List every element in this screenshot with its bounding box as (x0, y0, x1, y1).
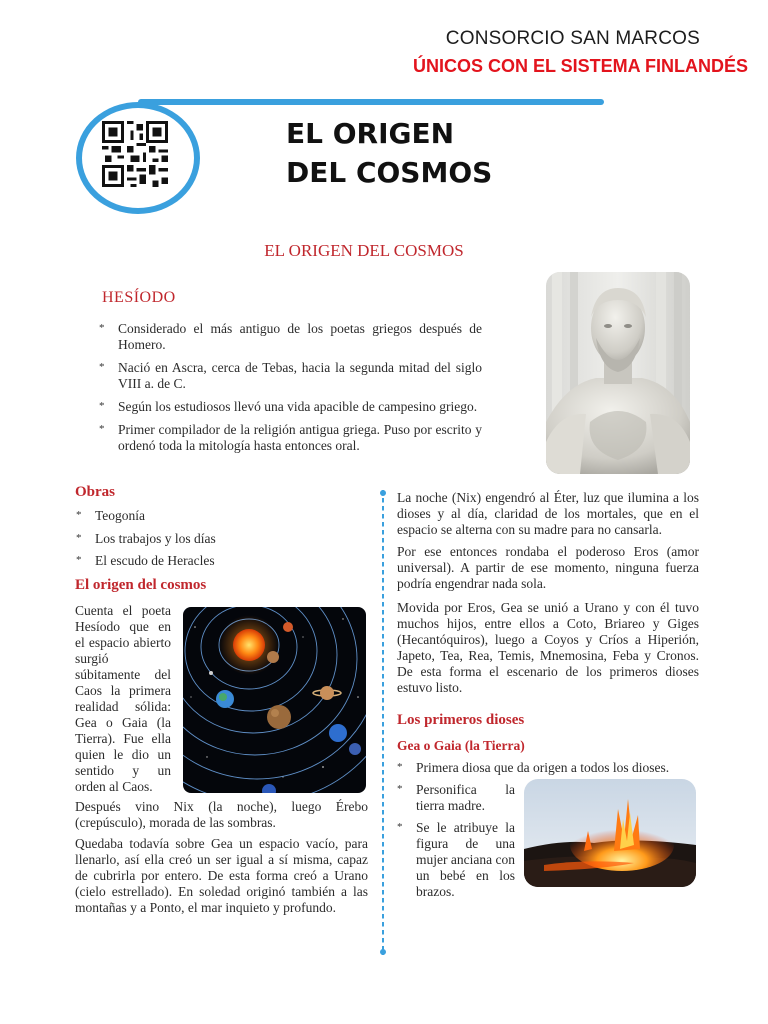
list-item: * Primer compilador de la religión antigua griega. Puso por escrito y ordenó toda la mitología hasta entonces oral. (99, 422, 482, 454)
page-title-line2: DEL COSMOS (286, 156, 493, 189)
gea-subheading: Gea o Gaia (la Tierra) (397, 738, 525, 753)
qr-code-icon[interactable] (100, 121, 170, 187)
obras-heading: Obras (75, 484, 116, 500)
column-divider (382, 490, 384, 955)
volcano-eruption-image (524, 779, 696, 887)
right-paragraph-2: Por ese entonces rondaba el poderoso Eros (amor universal). A partir de ese momento, ninguna fuerza podría engendrar nada sola. (397, 544, 699, 591)
header-rule (138, 99, 604, 105)
gea-list (397, 782, 515, 906)
page-title (286, 114, 492, 192)
list-item: * Según los estudiosos llevó una vida apacible de campesino griego. (99, 399, 482, 415)
solar-system-image (183, 607, 366, 793)
gea-list-top (397, 760, 697, 776)
list-item: * Se le atribuye la figura de una mujer anciana con un bebé en los brazos. (397, 820, 515, 900)
list-item: * Teogonía (76, 508, 326, 524)
origen-paragraph-3: Quedaba todavía sobre Gea un espacio vacío, para llenarlo, así ella creó un ser igual a sí misma, capaz de cubrirla por entero. De esta forma creó a Urano (cielo estrellado). En soledad originó también a las montañas y a Ponto, el mar inquieto y profundo. (75, 836, 368, 915)
primeros-dioses-heading: Los primeros dioses (397, 712, 525, 728)
list-item: * Los trabajos y los días (76, 531, 326, 547)
brand-tagline: ÚNICOS CON EL SISTEMA FINLANDÉS (412, 56, 748, 76)
hesiod-statue-image (546, 272, 690, 474)
right-paragraph-3: Movida por Eros, Gea se unió a Urano y con él tuvo muchos hijos, entre ellos a Coto, Briareo y Giges (Hecantóquiros), luego a Coyos y Críos a Hiperión, Japeto, Tea, Rea, Temis, Mnemosina, Feba y Cronos. De esta forma el escenario de los primeros dioses estuvo listo. (397, 600, 699, 695)
section-title: EL ORIGEN DEL COSMOS (264, 241, 464, 260)
hesiodo-list (99, 321, 482, 461)
list-item: * Nació en Ascra, cerca de Tebas, hacia la segunda mitad del siglo VIII a. de C. (99, 360, 482, 392)
right-paragraph-1: La noche (Nix) engendró al Éter, luz que ilumina a los dioses y al día, claridad de los mortales, que en el espacio se alterna con su madre para no cansarla. (397, 490, 699, 537)
divider-dot-top (380, 490, 386, 496)
divider-dot-bottom (380, 949, 386, 955)
list-item: * El escudo de Heracles (76, 553, 326, 569)
page-title-line1: EL ORIGEN (286, 117, 455, 150)
list-item: * Primera diosa que da origen a todos los dioses. (397, 760, 697, 776)
origen-paragraph-2: Después vino Nix (la noche), luego Érebo (crepúsculo), morada de las sombras. (75, 799, 368, 830)
origen-heading: El origen del cosmos (75, 577, 207, 593)
origen-paragraph-1: Cuenta el poeta Hesíodo que en el espacio abierto surgió súbitamente del Caos la primera realidad sólida: Gea o Gaia (la Tierra). Fue ella quien le dio un sentido y un orden al Caos. (75, 603, 171, 794)
list-item: * Personifica la tierra madre. (397, 782, 515, 814)
list-item: * Considerado el más antiguo de los poetas griegos después de Homero. (99, 321, 482, 353)
brand-name: CONSORCIO SAN MARCOS (445, 28, 700, 49)
obras-list (76, 508, 326, 576)
hesiodo-heading: HESÍODO (102, 289, 176, 306)
